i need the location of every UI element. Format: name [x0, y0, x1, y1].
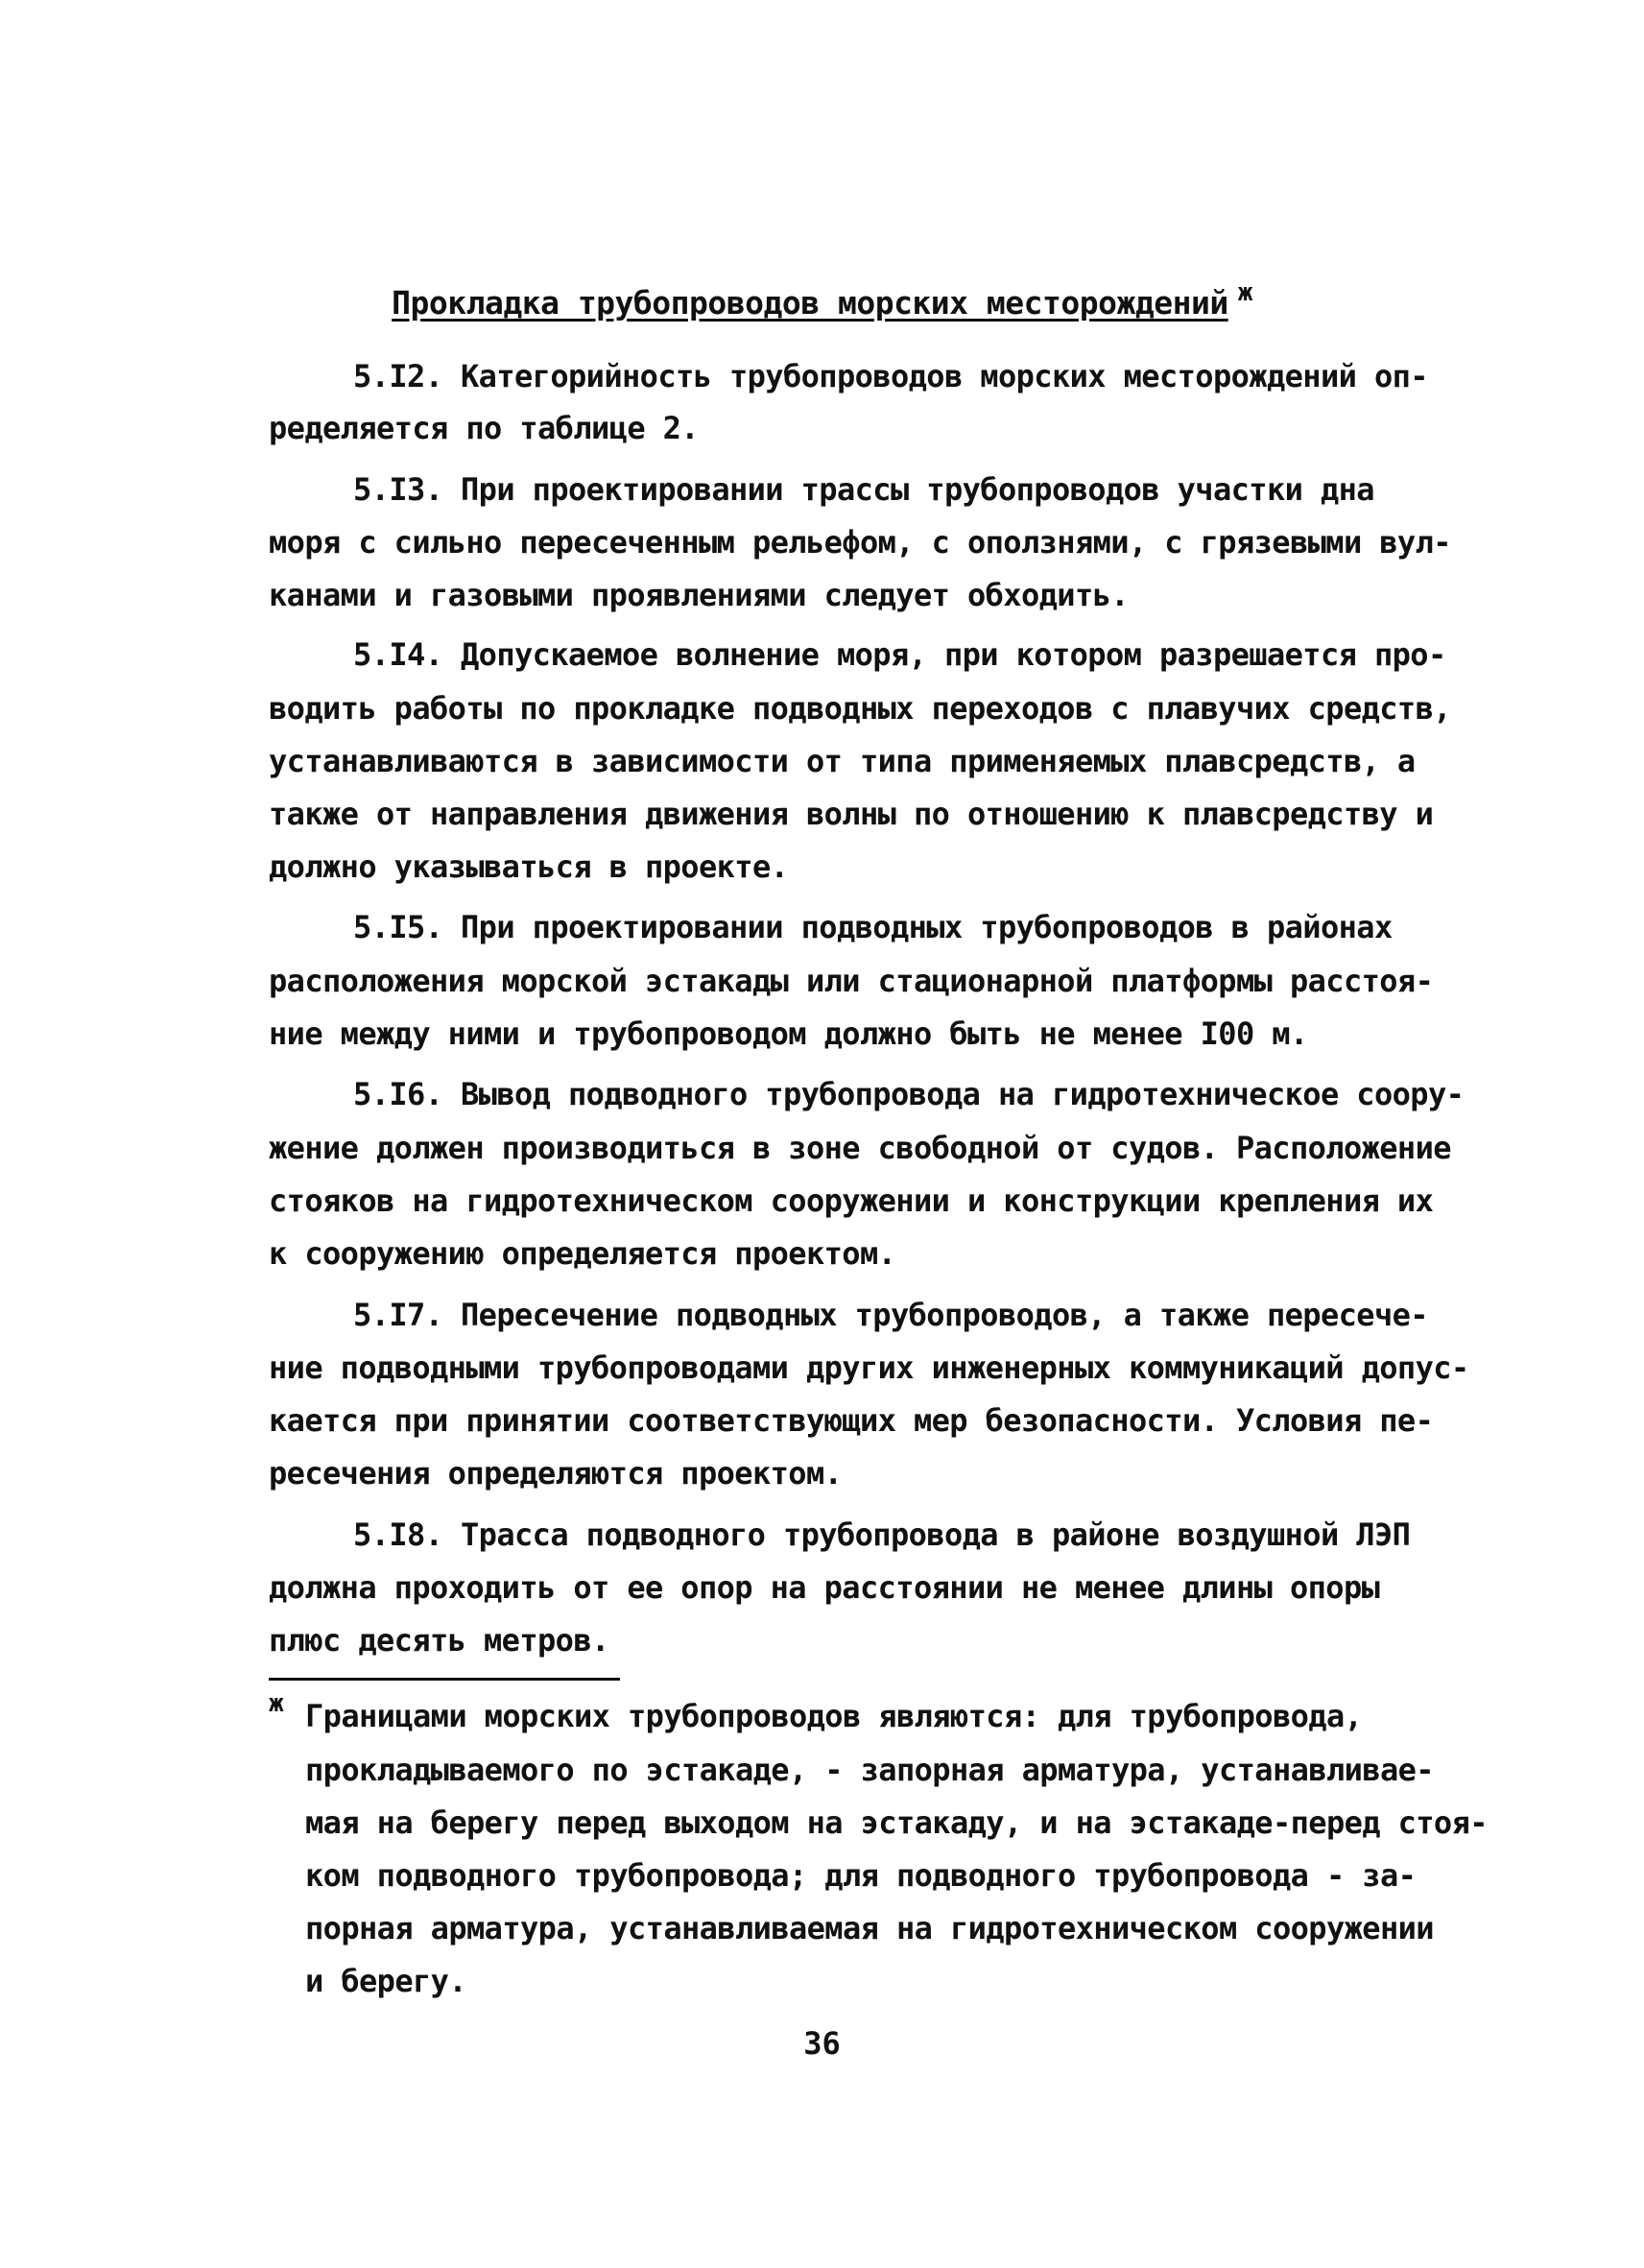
footnote-line: Границами морских трубопроводов являются: для трубопровода, — [305, 1698, 1363, 1734]
paragraph-5-16-line: стояков на гидротехническом сооружении и конструкции крепления их — [269, 1182, 1434, 1219]
paragraph-5-13-line: канами и газовыми проявлениями следует обходить. — [269, 577, 1129, 613]
paragraph-5-15-line: расположения морской эстакады или стационарной платформы расстоя- — [269, 963, 1434, 999]
footnote-line: прокладываемого по эстакаде, - запорная арматура, устанавливае- — [305, 1752, 1434, 1788]
paragraph-5-17-line: 5.I7. Пересечение подводных трубопроводов, а также пересече- — [353, 1297, 1428, 1333]
paragraph-5-18-line: должна проходить от ее опор на расстоянии не менее длины опоры — [269, 1569, 1380, 1606]
footnote-line: порная арматура, устанавливаемая на гидротехническом сооружении — [305, 1910, 1434, 1946]
heading-footnote-mark: ж — [1237, 278, 1252, 307]
page-number: 36 — [803, 2025, 841, 2062]
paragraph-5-14-line: должно указываться в проекте. — [269, 848, 789, 885]
footnote-line: ком подводного трубопровода; для подводного трубопровода - за- — [305, 1857, 1417, 1894]
paragraph-5-14-line: водить работы по прокладке подводных переходов с плавучих средств, — [269, 690, 1451, 727]
paragraph-5-16-line: жение должен производиться в зоне свободной от судов. Расположение — [269, 1130, 1451, 1166]
paragraph-5-17-line: ресечения определяются проектом. — [269, 1455, 843, 1492]
footnote-mark: ж — [269, 1689, 284, 1718]
paragraph-5-14-line: устанавливаются в зависимости от типа применяемых плавсредств, а — [269, 743, 1416, 779]
paragraph-5-12-line: ределяется по таблице 2. — [269, 410, 699, 446]
paragraph-5-18-line: плюс десять метров. — [269, 1622, 609, 1659]
paragraph-5-16-line: к сооружению определяется проектом. — [269, 1235, 896, 1272]
paragraph-5-13-line: моря с сильно пересеченным рельефом, с оползнями, с грязевыми вул- — [269, 524, 1451, 561]
paragraph-5-14-line: 5.I4. Допускаемое волнение моря, при котором разрешается про- — [353, 636, 1446, 673]
paragraph-5-12-line: 5.I2. Категорийность трубопроводов морских месторождений оп- — [353, 358, 1428, 394]
paragraph-5-17-line: ние подводными трубопроводами других инженерных коммуникаций допус- — [269, 1349, 1469, 1386]
footnote-separator — [269, 1678, 620, 1681]
paragraph-5-14-line: также от направления движения волны по отношению к плавсредству и — [269, 796, 1434, 832]
paragraph-5-13-line: 5.I3. При проектировании трассы трубопроводов участки дна — [353, 471, 1374, 508]
paragraph-5-15-line: 5.I5. При проектировании подводных трубопроводов в районах — [353, 909, 1393, 945]
paragraph-5-16-line: 5.I6. Вывод подводного трубопровода на гидротехническое соору- — [353, 1076, 1465, 1112]
section-heading — [0, 278, 1644, 322]
section-heading-text: Прокладка трубопроводов морских месторождений — [392, 284, 1228, 322]
footnote-line: и берегу. — [305, 1963, 466, 1999]
footnote-line: мая на берегу перед выходом на эстакаду, и на эстакаде-перед стоя- — [305, 1804, 1488, 1841]
paragraph-5-17-line: кается при принятии соответствующих мер безопасности. Условия пе- — [269, 1402, 1434, 1439]
paragraph-5-18-line: 5.I8. Трасса подводного трубопровода в районе воздушной ЛЭП — [353, 1516, 1411, 1553]
paragraph-5-15-line: ние между ними и трубопроводом должно быть не менее I00 м. — [269, 1015, 1308, 1052]
